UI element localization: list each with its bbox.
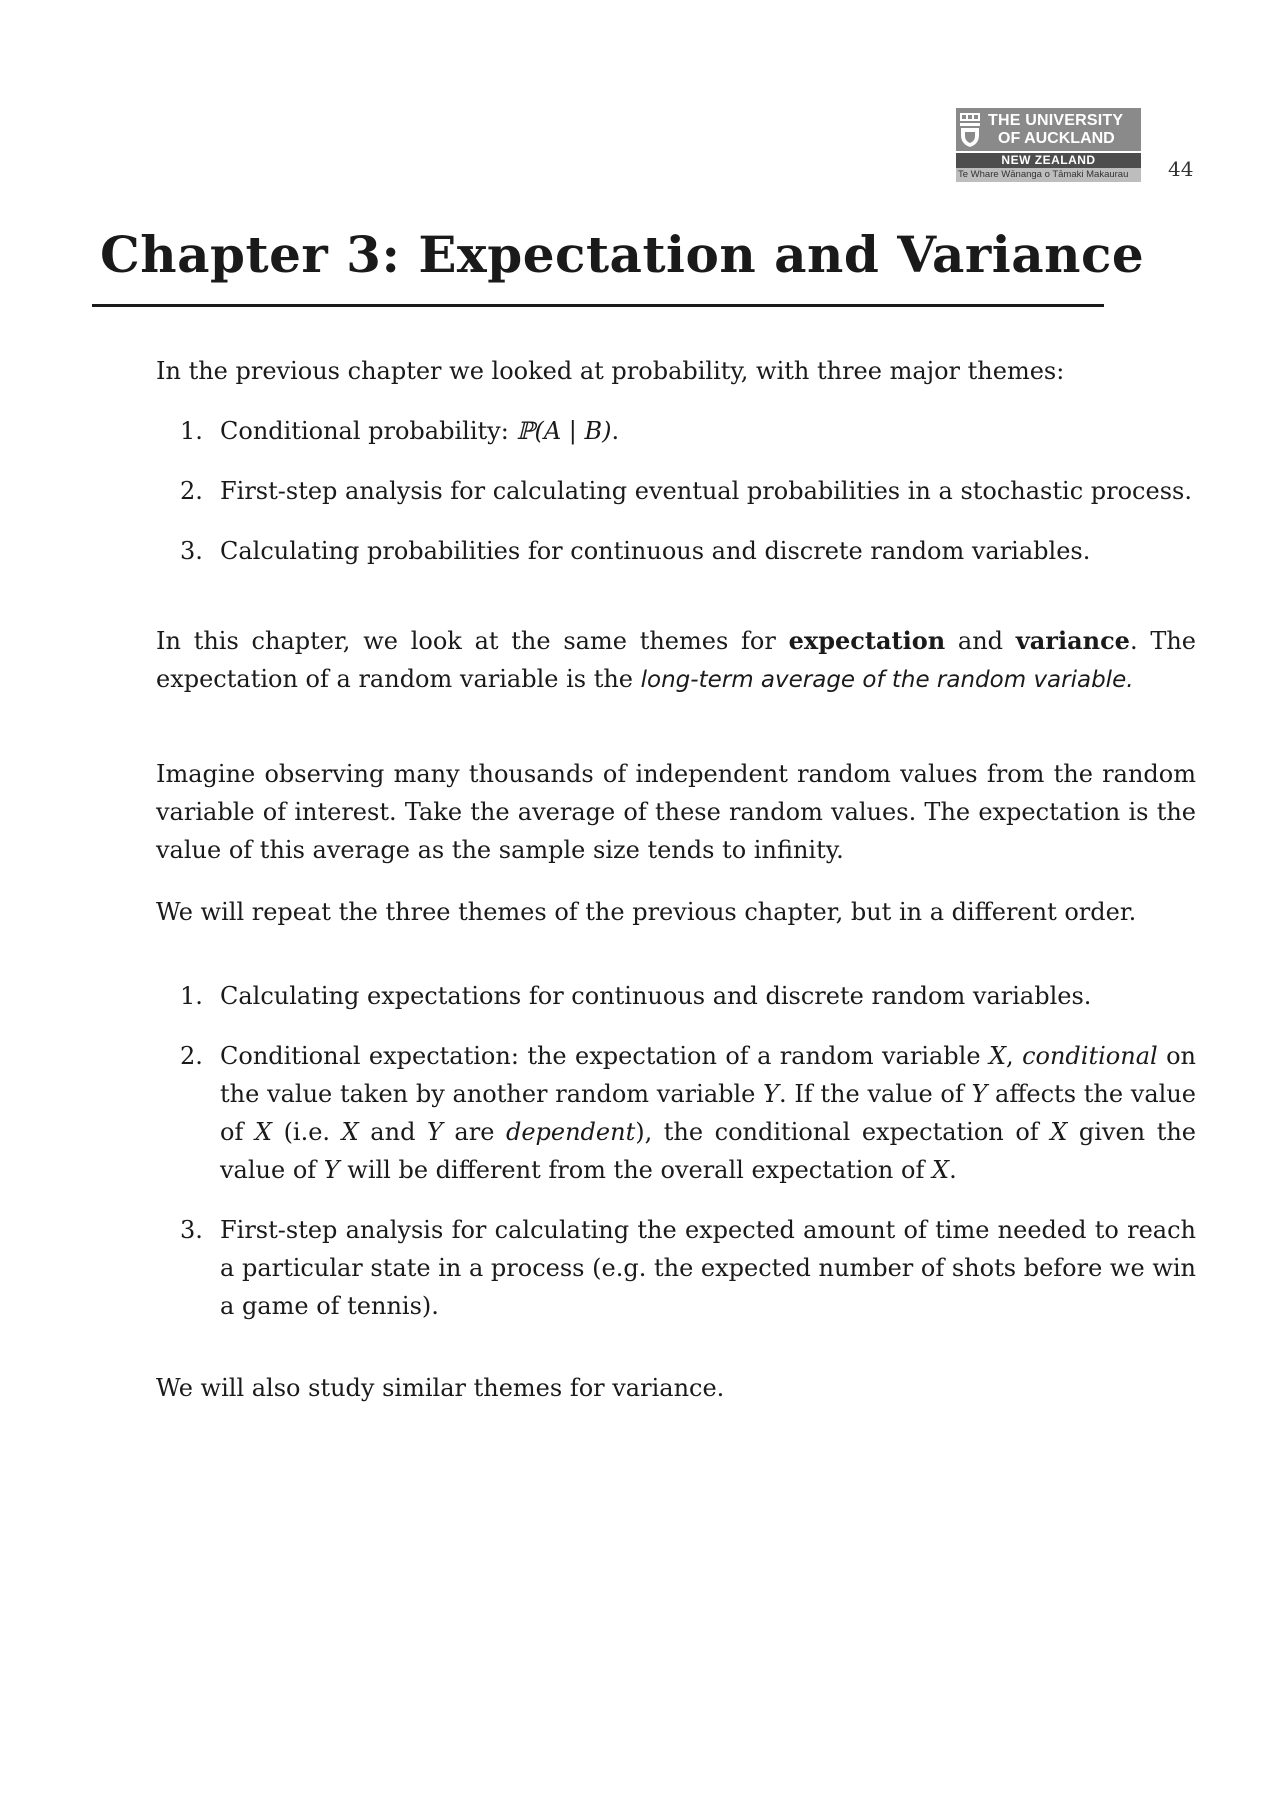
term-conditional: conditional bbox=[1022, 1042, 1158, 1070]
themes-paragraph bbox=[156, 622, 1196, 699]
list-text: , bbox=[1006, 1042, 1023, 1070]
themes-text: In this chapter, we look at the same themes for bbox=[156, 627, 789, 655]
math-y: Y bbox=[971, 1080, 988, 1108]
math-x: X bbox=[1050, 1118, 1068, 1146]
list-text: affects the value of bbox=[220, 1080, 1196, 1146]
list-text: Calculating expectations for continuous and discrete random variables. bbox=[220, 982, 1092, 1010]
list-text: Conditional probability: bbox=[220, 417, 517, 445]
list-text: are bbox=[442, 1118, 506, 1146]
page-number: 44 bbox=[1168, 157, 1194, 181]
logo-line1: THE UNIVERSITY bbox=[988, 111, 1124, 129]
list-text: First-step analysis for calculating eventual probabilities in a stochastic process. bbox=[220, 477, 1192, 505]
list-text: given the value of bbox=[220, 1118, 1197, 1184]
emphasis-long-term-average: long-term average of the random variable. bbox=[640, 667, 1134, 693]
outline-list bbox=[156, 977, 1196, 1325]
list-number: 3. bbox=[180, 1216, 203, 1244]
list-text: . If the value of bbox=[778, 1080, 972, 1108]
list-item bbox=[156, 977, 1196, 1015]
repeat-paragraph: We will repeat the three themes of the previous chapter, but in a different order. bbox=[156, 898, 1137, 926]
list-number: 3. bbox=[180, 537, 203, 565]
list-text: (i.e. bbox=[272, 1118, 342, 1146]
term-variance: variance bbox=[1015, 626, 1130, 655]
university-logo bbox=[956, 108, 1141, 182]
math-x: X bbox=[988, 1042, 1007, 1070]
themes-text: and bbox=[945, 627, 1016, 655]
logo-line2: OF AUCKLAND bbox=[998, 129, 1115, 147]
list-number: 1. bbox=[180, 982, 203, 1010]
chapter-title: Chapter 3: Expectation and Variance bbox=[100, 225, 1145, 284]
logo-band: NEW ZEALAND bbox=[956, 153, 1141, 168]
imagine-paragraph: Imagine observing many thousands of independent random values from the random variable of interest. Take the average of these random values. The expectation is the value of this average as the sample size tends to infinity. bbox=[156, 760, 1196, 864]
list-number: 1. bbox=[180, 417, 203, 445]
term-expectation: expectation bbox=[788, 626, 946, 655]
math-conditional-probability: ℙ(A | B) bbox=[516, 417, 612, 445]
list-item bbox=[156, 412, 1196, 450]
body-text bbox=[156, 352, 1196, 1407]
math-y: Y bbox=[763, 1080, 779, 1108]
list-text: on the value taken by another random variable bbox=[220, 1042, 1196, 1108]
math-x: X bbox=[341, 1118, 359, 1146]
term-dependent: dependent bbox=[505, 1118, 636, 1146]
list-number: 2. bbox=[180, 1042, 203, 1070]
list-text: Conditional expectation: the expectation of a random variable bbox=[220, 1042, 989, 1070]
math-x: X bbox=[254, 1118, 272, 1146]
list-text: . bbox=[611, 417, 620, 445]
logo-names bbox=[984, 112, 1141, 148]
list-text: will be different from the overall expectation of bbox=[339, 1156, 932, 1184]
list-text: and bbox=[358, 1118, 427, 1146]
list-item bbox=[156, 1037, 1196, 1189]
title-rule bbox=[92, 304, 1104, 307]
list-text: Calculating probabilities for continuous and discrete random variables. bbox=[220, 537, 1091, 565]
math-y: Y bbox=[427, 1118, 443, 1146]
intro-paragraph: In the previous chapter we looked at probability, with three major themes: bbox=[156, 357, 1065, 385]
list-text: . bbox=[949, 1156, 957, 1184]
list-item bbox=[156, 472, 1196, 510]
list-item bbox=[156, 532, 1196, 570]
list-text: ), the conditional expectation of bbox=[635, 1118, 1051, 1146]
logo-top bbox=[956, 108, 1141, 151]
list-number: 2. bbox=[180, 477, 203, 505]
crest-icon bbox=[956, 108, 984, 151]
math-x: X bbox=[931, 1156, 950, 1184]
list-item bbox=[156, 1211, 1196, 1325]
math-y: Y bbox=[323, 1156, 340, 1184]
themes-text: . The expectation of a random variable is the bbox=[156, 627, 1197, 693]
list-text: First-step analysis for calculating the expected amount of time needed to reach a particular state in a process (e.g. the expected number of shots before we win a game of tennis). bbox=[220, 1216, 1196, 1320]
variance-paragraph: We will also study similar themes for variance. bbox=[156, 1374, 725, 1402]
logo-maori-name: Te Whare Wānanga o Tāmaki Makaurau bbox=[956, 168, 1141, 182]
intro-list bbox=[156, 412, 1196, 570]
